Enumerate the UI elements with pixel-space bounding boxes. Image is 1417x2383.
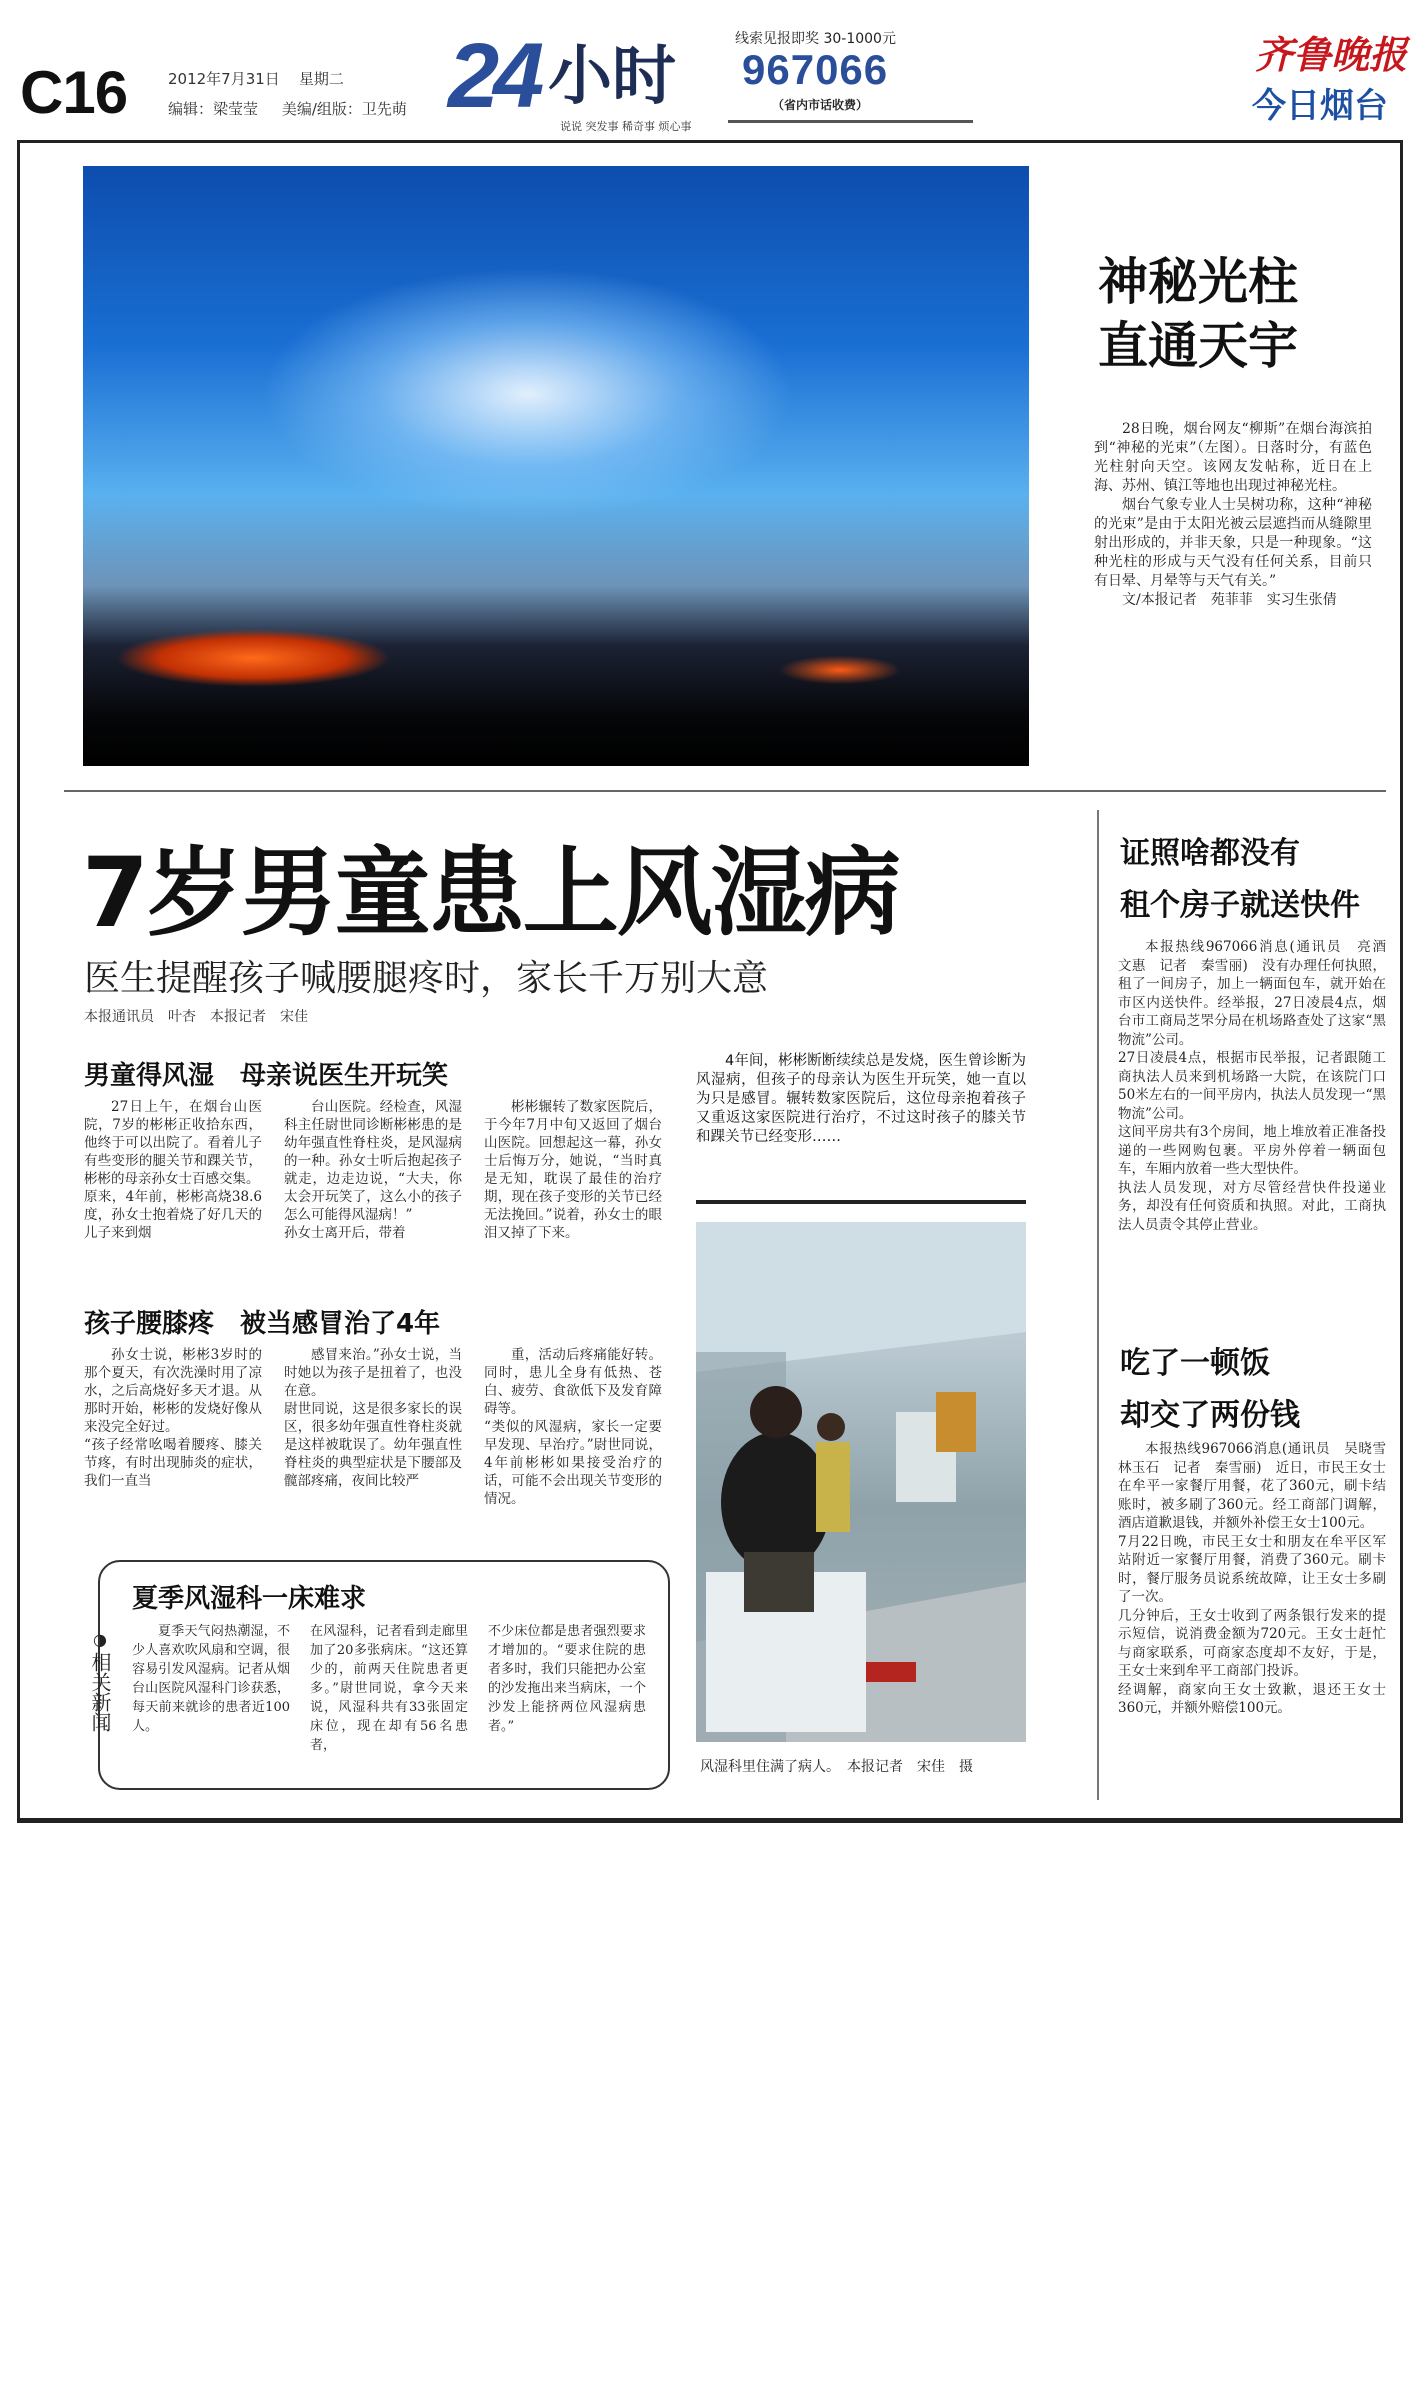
side2-body [1118,1440,1386,1718]
frame-left [17,140,20,1823]
related-col2 [310,1622,468,1755]
hotline-number: 967066 [742,46,889,93]
date-text: 2012年7月31日 [168,70,280,88]
subhead-1: 男童得风湿 母亲说医生开玩笑 [84,1061,449,1091]
s2-col1 [84,1346,262,1490]
related-col2-text: 在风湿科，记者看到走廊里加了20多张病床。“这还算少的，前两天住院患者更多。”尉世同说，拿今天来说，风湿科共有33张固定床位，现在却有56名患者， [310,1624,468,1753]
s2-col2 [284,1346,462,1490]
weekday-text: 星期二 [298,70,344,88]
top-story-body [1094,420,1372,610]
related-col3-text: 不少床位都是患者强烈要求才增加的。“要求住院的患者多时，我们只能把办公室的沙发拖出来当病床，一个沙发上能挤两位风湿病患者。” [488,1624,646,1734]
top-title-line1: 神秘光柱 [1098,253,1298,311]
side1-title [1120,828,1360,932]
section-divider [64,790,1386,792]
lead-box [696,1052,1026,1147]
lead-box-text: 4年间，彬彬断断续续总是发烧，医生曾诊断为风湿病，但孩子的母亲认为医生开玩笑，她一直以为只是感冒。辗转数家医院后，这位母亲抱着孩子又重返这家医院进行治疗，不过这时孩子的膝关节和踝关节已经变形…… [696,1053,1026,1145]
main-deck: 医生提醒孩子喊腰腿疼时，家长千万别大意 [84,958,769,999]
s1-col3-text: 彬彬辗转了数家医院后，于今年7月中旬又返回了烟台山医院。回想起这一幕，孙女士后悔万分，她说，“当时真是无知，耽误了最佳的治疗期，现在孩子变形的关节已经无法挽回。”说着，孙女士的眼泪又掉了下来。 [484,1099,662,1241]
frame-top [17,140,1403,143]
right-column-rule [1097,810,1099,1800]
related-tag-text: 相关新闻 [88,1652,112,1732]
edition-name: 今日烟台 [1252,86,1388,126]
logo-hour: 小时 [548,40,676,114]
top-para-2: 烟台气象专业人士吴树功称，这种“神秘的光束”是由于太阳光被云层遮挡而从缝隙里射出形成的，并非天象，只是一种现象。“这种光柱的形成与天气没有任何关系，目前只有日晕、月晕等与天气有关。” [1094,497,1372,589]
photo-caption: 风湿科里住满了病人。 本报记者 宋佳 摄 [700,1759,973,1775]
editor-text: 编辑：梁莹莹 [168,100,259,118]
section-logo [448,25,728,133]
page-code: C16 [20,59,128,126]
top-byline: 文/本报记者 苑菲菲 实习生张倩 [1122,592,1337,608]
main-headline: 7岁男童患上风湿病 [82,837,899,949]
logo-24: 24 [448,25,539,127]
side2-body-text: 本报热线967066消息(通讯员 吴晓雪 林玉石 记者 秦雪丽) 近日，市民王女士在牟平一家餐厅用餐，花了360元，刷卡结账时，被多刷了360元。经工商部门调解，酒店道歉退钱，并额外补偿王女士100元。 7月22日晚，市民王女士和朋友在牟平区军站附近一家餐厅用餐，消费了360元。刷卡时，餐厅服务员说系统故障，让王女士多刷了一次。 几分钟后，王女士收到了两条银行发来的提示短信，说消费金额为720元。王女士赶忙与商家联系，可商家态度却不友好，于是，王女士来到牟平工商部门投诉。 经调解，商家向王女士致歉，退还王女士360元，并额外赔偿100元。 [1118,1441,1386,1716]
s2-col1-text: 孙女士说，彬彬3岁时的那个夏天，有次洗澡时用了凉水，之后高烧好多天才退。从那时开始，彬彬的发烧好像从来没完全好过。 “孩子经常吆喝着腰疼、膝关节疼，有时出现肺炎的症状，我们一直当 [84,1347,262,1489]
header-underline [728,120,973,123]
s1-col1-text: 27日上午，在烟台山医院，7岁的彬彬正收拾东西，他终于可以出院了。看着儿子有些变形的腿关节和踝关节，彬彬的母亲孙女士百感交集。 原来，4年前，彬彬高烧38.6度，孙女士抱着烧了好几天的儿子来到烟 [84,1099,262,1241]
top-story-title [1098,250,1298,378]
s1-col2-text: 台山医院。经检查，风湿科主任尉世同诊断彬彬患的是幼年强直性脊柱炎，是风湿病的一种。孙女士听后抱起孩子就走，边走边说，“大夫，你太会开玩笑了，这么小的孩子怎么可能得风湿病！” 孙女士离开后，带着 [284,1099,462,1241]
side1-title-line2: 租个房子就送快件 [1120,888,1360,923]
frame-right [1400,140,1403,1823]
related-title: 夏季风湿科一床难求 [132,1584,367,1614]
main-byline: 本报通讯员 叶杏 本报记者 宋佳 [84,1009,308,1025]
side2-title-line2: 却交了两份钱 [1120,1398,1300,1433]
newspaper-logo: 齐鲁晚报 [1255,32,1408,77]
hotline-reward: 线索见报即奖 30-1000元 [735,31,896,47]
side1-body-text: 本报热线967066消息(通讯员 亮酒 文惠 记者 秦雪丽) 没有办理任何执照，租了一间房子，加上一辆面包车，就开始在市区内送快件。经举报，27日凌晨4点，烟台市工商局芝罘分局在机场路查处了这家“黑物流”公司。 27日凌晨4点，根据市民举报，记者跟随工商执法人员来到机场路一大院，在该院门口50米左右的一间平房内，执法人员发现一“黑物流”公司。 这间平房共有3个房间，地上堆放着正准备投递的一些网购包裹。平房外停着一辆面包车，车厢内放着一些大型快件。 执法人员发现，对方尽管经营快件投递业务，却没有任何资质和执照。对此，工商执法人员责令其停止营业。 [1118,939,1386,1233]
designer-text: 美编/组版：卫先萌 [281,100,407,118]
s2-col3 [484,1346,662,1508]
logo-tagline: 说说 突发事 稀奇事 烦心事 [560,120,692,133]
side1-title-line1: 证照啥都没有 [1120,836,1300,871]
side1-body [1118,938,1386,1234]
s1-col3 [484,1098,662,1242]
related-col1 [132,1622,290,1736]
light-pillar-photo [83,166,1029,766]
s2-col2-text: 感冒来治。”孙女士说，当时她以为孩子是扭着了，也没在意。 尉世同说，这是很多家长的误区，很多幼年强直性脊柱炎就是这样被耽误了。幼年强直性脊柱炎的典型症状是下腰部及髋部疼痛，夜间比较严 [284,1347,462,1489]
editor-line [168,98,407,119]
top-para-1: 28日晚，烟台网友“柳斯”在烟台海滨拍到“神秘的光束”（左图）。日落时分，有蓝色光柱射向天空。该网友发帖称，近日在上海、苏州、镇江等地也出现过神秘光柱。 [1094,421,1372,494]
side2-title-line1: 吃了一顿饭 [1120,1346,1270,1381]
hotline-note: （省内市话收费） [772,98,869,112]
related-tag [88,1628,112,1732]
s1-col2 [284,1098,462,1242]
frame-bottom [17,1818,1403,1823]
s1-col1 [84,1098,262,1242]
subhead-2: 孩子腰膝疼 被当感冒治了4年 [84,1309,441,1339]
related-col3 [488,1622,646,1736]
related-tag-icon: ◑ [93,1630,107,1649]
ward-photo-drawing [696,1222,1026,1742]
photo-rule [696,1200,1026,1204]
ward-photo [696,1222,1026,1742]
s2-col3-text: 重，活动后疼痛能好转。同时，患儿全身有低热、苍白、疲劳、食欲低下及发育障碍等。 “类似的风湿病，家长一定要早发现、早治疗。”尉世同说，4年前彬彬如果接受治疗的话，可能不会出现关节变形的情况。 [484,1347,662,1507]
issue-date [168,68,344,89]
top-title-line2: 直通天宇 [1098,317,1298,375]
related-col1-text: 夏季天气闷热潮湿，不少人喜欢吹风扇和空调，很容易引发风湿病。记者从烟台山医院风湿科门诊获悉，每天前来就诊的患者近100人。 [132,1624,290,1734]
side2-title [1120,1338,1300,1442]
